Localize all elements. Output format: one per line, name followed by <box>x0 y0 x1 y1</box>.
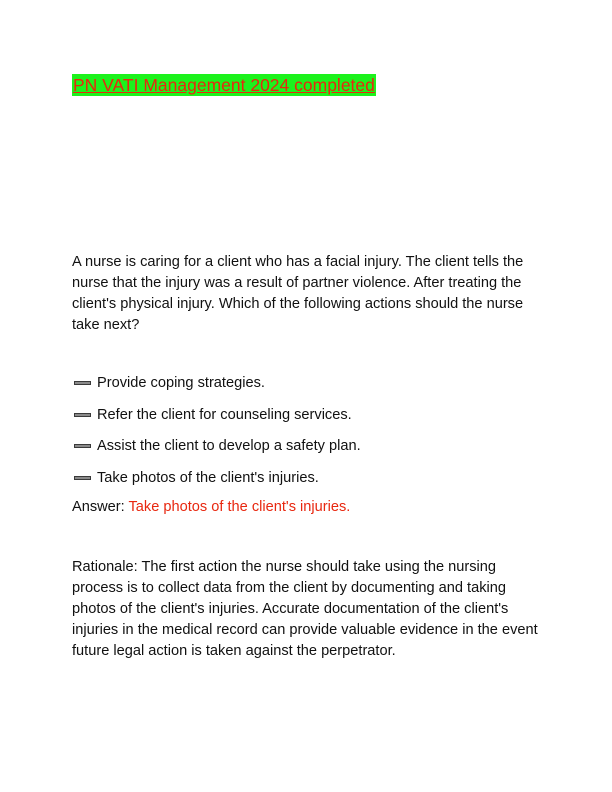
option-item <box>74 373 544 405</box>
answer-value: Take photos of the client's injuries. <box>128 499 351 515</box>
option-item <box>74 405 544 437</box>
answer-label: Answer: <box>72 499 125 515</box>
option-item <box>74 436 544 468</box>
option-label: Refer the client for counseling services. <box>97 406 352 423</box>
option-marker-icon <box>74 413 91 417</box>
option-marker-icon <box>74 444 91 448</box>
rationale-text: Rationale: The first action the nurse should take using the nursing process is to collect data from the client by documenting and taking photos of the client's injuries. Accurate documentation of the client's injuries in the medical record can provide valuable evidence in the event future legal action is taken against the perpetrator. <box>72 559 538 659</box>
document-title: PN VATI Management 2024 completed <box>73 75 375 95</box>
option-marker-icon <box>74 476 91 480</box>
option-marker-icon <box>74 381 91 385</box>
option-item <box>74 468 544 500</box>
option-label: Take photos of the client's injuries. <box>97 469 319 486</box>
option-label: Provide coping strategies. <box>97 375 265 391</box>
question-text: A nurse is caring for a client who has a facial injury. The client tells the nurse that the injury was a result of partner violence. After treating the client's physical injury. Which of the following actions should the nurse take next? <box>72 254 524 333</box>
option-label: Assist the client to develop a safety plan. <box>97 438 361 454</box>
answer-line <box>72 497 350 518</box>
answer-options <box>74 373 544 499</box>
